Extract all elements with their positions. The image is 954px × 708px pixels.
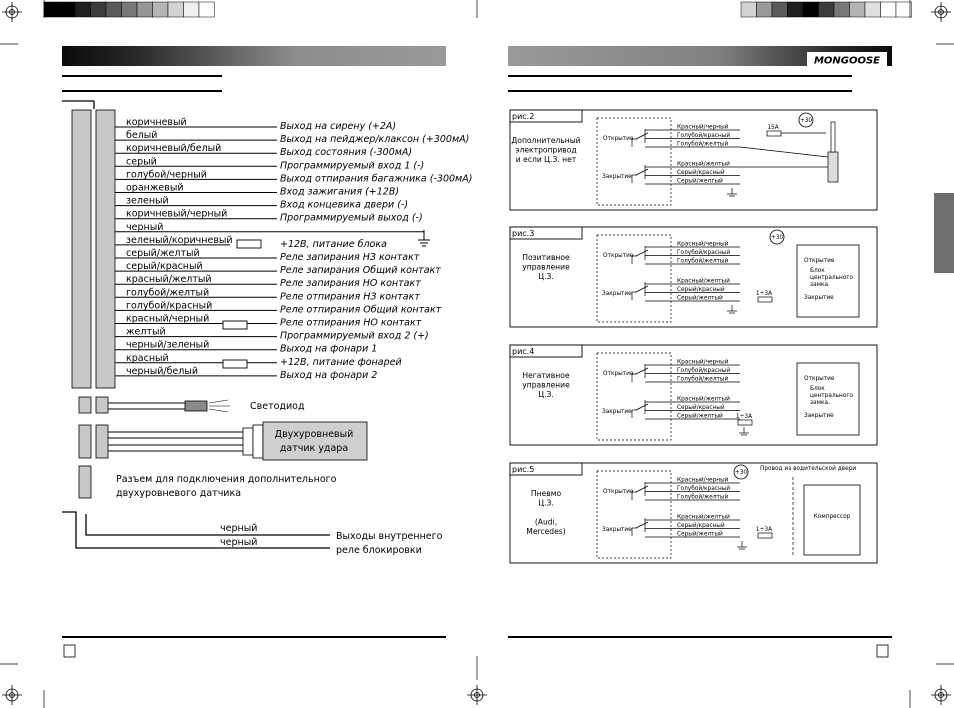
figure-title: рис.3 [512, 229, 535, 238]
calibration-swatch [75, 2, 91, 17]
wire-color-label: коричневый/белый [126, 143, 222, 155]
connection-figures [510, 110, 877, 563]
wire-function-label: Программируемый вход 2 (+) [280, 330, 429, 342]
calibration-swatch [184, 2, 200, 17]
calibration-swatch [168, 2, 184, 17]
unit-open-label: Открытие [804, 376, 835, 382]
actuator-rod [831, 122, 835, 152]
figure-wire-label: Голубой/красный [677, 133, 731, 139]
figure [510, 463, 877, 563]
led-icon [185, 401, 207, 411]
calibration-swatch [881, 2, 897, 17]
figure-description: Дополнительный [511, 136, 581, 145]
figure-wire-label: Голубой/желтый [677, 141, 729, 148]
wire-function-label: Реле отпирания НО контакт [280, 317, 422, 329]
wire-color-label: черный/белый [126, 365, 199, 377]
wire-color-label: желтый [126, 326, 166, 338]
wire-function-label: Выход состояния (-300мА) [280, 147, 413, 159]
calibration-bar-right [741, 2, 912, 17]
calibration-swatch [60, 2, 76, 17]
main-connector-right [96, 110, 115, 388]
compressor-label: Компрессор [813, 514, 851, 520]
extra-connector-label: Разъем для подключения дополнительного [116, 474, 337, 485]
fuse-icon [767, 131, 781, 136]
shock-sensor [79, 422, 367, 460]
wire-function-label: Реле запирания НЗ контакт [280, 252, 420, 263]
wire-color-label: красный/желтый [126, 274, 212, 286]
wire-color-label: голубой/желтый [126, 287, 210, 299]
figure-wire-label: Красный/желтый [677, 161, 730, 168]
figure-wire-label: Серый/желтый [677, 413, 723, 420]
wire-color-label: черный/зеленый [126, 339, 210, 351]
figure-wire-label: Голубой/желтый [677, 376, 729, 383]
open-relay-label: Открытие [603, 253, 634, 259]
wire-function-label: Реле отпирания Общий контакт [280, 304, 442, 316]
wire-function-label: Выход отпирания багажника (-300мА) [280, 173, 473, 185]
compressor-box [804, 485, 860, 555]
unit-name-label: замка. [810, 400, 830, 406]
header-left [62, 46, 446, 92]
calibration-swatch [153, 2, 169, 17]
wire-function-label: Выход на пейджер/клаксон (+300мА) [280, 134, 470, 146]
page-number-box [877, 645, 888, 657]
figure-wire-label: Серый/красный [677, 405, 725, 411]
extra-sensor-connector [79, 466, 337, 499]
figure-title: рис.2 [512, 112, 535, 121]
figure-wire-label: Серый/красный [677, 170, 725, 176]
fuse-label: 15А [767, 125, 779, 131]
central-lock-unit [797, 245, 859, 317]
figure-wire-label: Серый/красный [677, 287, 725, 293]
calibration-swatch [137, 2, 153, 17]
fuse-icon [237, 240, 261, 248]
figure [510, 110, 877, 210]
figure-description: электропривод [515, 145, 577, 155]
power-label: +30 [734, 470, 748, 476]
figure-wire-label: Красный/черный [677, 359, 729, 366]
calibration-swatch [788, 2, 804, 17]
wire-color-label: красный/черный [126, 313, 210, 325]
figure-title: рис.4 [512, 347, 535, 356]
blocking-output-label: реле блокировки [336, 545, 422, 556]
blocking-wire-label: черный [220, 537, 258, 548]
figure-wire-label: Красный/желтый [677, 278, 730, 285]
open-relay-label: Открытие [603, 136, 634, 142]
open-relay-label: Открытие [603, 489, 634, 495]
figure-description: Ц.З. [538, 272, 554, 281]
main-harness-diagram [62, 101, 472, 556]
wire-color-label: серый/красный [126, 261, 203, 273]
footer-left [62, 636, 446, 657]
figure-description: управление [522, 380, 570, 390]
calibration-swatch [106, 2, 122, 17]
page-number-box [64, 645, 75, 657]
fuse-icon [738, 420, 752, 425]
figure-wire-label: Голубой/красный [677, 486, 731, 492]
wire-color-label: зеленый/коричневый [126, 234, 233, 246]
wire-function-label: +12В, питание блока [280, 238, 387, 250]
calibration-swatch [122, 2, 138, 17]
unit-name-label: Блок [810, 386, 825, 392]
led-connector [79, 397, 305, 413]
shock-sensor-box [263, 422, 367, 460]
wire-function-label: Реле отпирания НЗ контакт [280, 291, 420, 303]
calibration-swatch [44, 2, 60, 17]
figure-wire-label: Голубой/красный [677, 368, 731, 374]
figure-wire-label: Красный/черный [677, 477, 729, 484]
figure-description: управление [522, 262, 570, 272]
fuse-label: 1÷3А [755, 527, 773, 533]
unit-open-label: Открытие [804, 258, 835, 264]
figure-wire-label: Голубой/красный [677, 250, 731, 256]
unit-close-label: Закрытие [804, 413, 834, 419]
unit-name-label: замка. [810, 282, 830, 288]
figure-wire-label: Серый/желтый [677, 178, 723, 185]
calibration-swatch [896, 2, 912, 17]
figure-description: Негативное [522, 371, 570, 380]
calibration-bar-left [44, 2, 215, 17]
calibration-swatch [803, 2, 819, 17]
wire-function-label: Реле запирания Общий контакт [280, 265, 441, 277]
unit-close-label: Закрытие [804, 295, 834, 301]
figure-wire-label: Красный/желтый [677, 396, 730, 403]
blocking-wire-label: черный [220, 523, 258, 534]
power-label: +30 [770, 235, 784, 241]
wire-color-label: серый [126, 156, 157, 168]
power-label: +30 [799, 118, 813, 124]
wire-color-label: коричневый [126, 117, 187, 128]
calibration-swatch [850, 2, 866, 17]
wire-color-label: коричневый/черный [126, 208, 228, 220]
side-tab [934, 193, 954, 273]
brand-logo: MONGOOSE [813, 55, 881, 67]
wire-color-label: серый/желтый [126, 248, 200, 259]
footer-right [508, 636, 892, 657]
wire-function-label: Вход зажигания (+12В) [280, 186, 400, 198]
unit-name-label: Блок [810, 268, 825, 274]
calibration-swatch [91, 2, 107, 17]
wire-color-label: голубой/красный [126, 300, 213, 312]
calibration-swatch [865, 2, 881, 17]
close-relay-label: Закрытие [602, 174, 632, 180]
unit-name-label: центрального [810, 393, 853, 399]
figure-wire-label: Красный/черный [677, 241, 729, 248]
figure-wire-label: Голубой/желтый [677, 258, 729, 265]
figure-wire-label: Серый/желтый [677, 531, 723, 538]
wire-function-label: Выход на фонари 2 [280, 369, 378, 381]
fuse-icon [758, 297, 772, 302]
figure-wire-label: Серый/красный [677, 523, 725, 529]
figure-description: и если Ц.З. нет [515, 155, 577, 164]
calibration-swatch [757, 2, 773, 17]
unit-name-label: центрального [810, 275, 853, 281]
fuse-label: 1÷3А [735, 414, 753, 420]
wire-function-label: Программируемый вход 1 (-) [280, 160, 425, 172]
figure-wire-label: Красный/желтый [677, 514, 730, 521]
calibration-swatch [772, 2, 788, 17]
wire-function-label: Выход на сирену (+2А) [280, 121, 397, 132]
figure-description: Позитивное [522, 253, 570, 262]
wire-color-label: голубой/черный [126, 169, 207, 181]
blocking-output-label: Выходы внутреннего [336, 531, 443, 542]
wire-color-label: красный [126, 352, 169, 364]
close-relay-label: Закрытие [602, 291, 632, 297]
fuse-icon [223, 360, 247, 368]
wire-function-label: Реле запирания НО контакт [280, 278, 421, 290]
central-lock-unit [797, 363, 859, 435]
figure-description: (Audi, [534, 517, 558, 527]
fuse-icon [223, 321, 247, 329]
wire-function-label: Выход на фонари 1 [280, 343, 378, 355]
figure-description: Пневмо [530, 489, 562, 498]
extra-connector-label: двухуровневого датчика [116, 488, 242, 499]
figure-wire-label: Голубой/желтый [677, 494, 729, 501]
wire-function-label: Программируемый выход (-) [280, 212, 423, 224]
wire-function-label: Вход концевика двери (-) [280, 199, 409, 211]
wire-color-label: зеленый [126, 195, 169, 207]
calibration-swatch [834, 2, 850, 17]
shock-sensor-label: датчик удара [279, 443, 349, 454]
ground-icon [418, 230, 430, 246]
wire-color-label: черный [126, 221, 164, 233]
figure-description: Ц.З. [538, 390, 554, 399]
calibration-swatch [741, 2, 757, 17]
calibration-swatch [199, 2, 215, 17]
driver-door-label: Провод из водительской двери [760, 466, 857, 472]
header-right [508, 46, 892, 92]
led-label: Светодиод [250, 401, 305, 412]
blocking-relay-outputs [62, 512, 330, 548]
figure-wire-label: Серый/желтый [677, 295, 723, 302]
figure [510, 345, 877, 445]
fuse-label: 1÷3А [755, 291, 773, 297]
figure-description: Ц.З. [538, 498, 554, 508]
wire-color-label: белый [126, 130, 158, 142]
close-relay-label: Закрытие [602, 527, 632, 533]
figure-title: рис.5 [512, 465, 535, 474]
figure-wire-label: Красный/черный [677, 124, 729, 131]
main-connector-left [72, 110, 91, 388]
fuse-icon [758, 533, 772, 538]
actuator-icon [828, 152, 838, 182]
wire-function-label: +12В, питание фонарей [280, 356, 402, 368]
figure [510, 227, 877, 327]
figure-description: Mercedes) [526, 527, 566, 536]
shock-sensor-label: Двухуровневый [274, 429, 354, 440]
open-relay-label: Открытие [603, 371, 634, 377]
calibration-swatch [819, 2, 835, 17]
close-relay-label: Закрытие [602, 409, 632, 415]
wire-color-label: оранжевый [126, 182, 184, 194]
